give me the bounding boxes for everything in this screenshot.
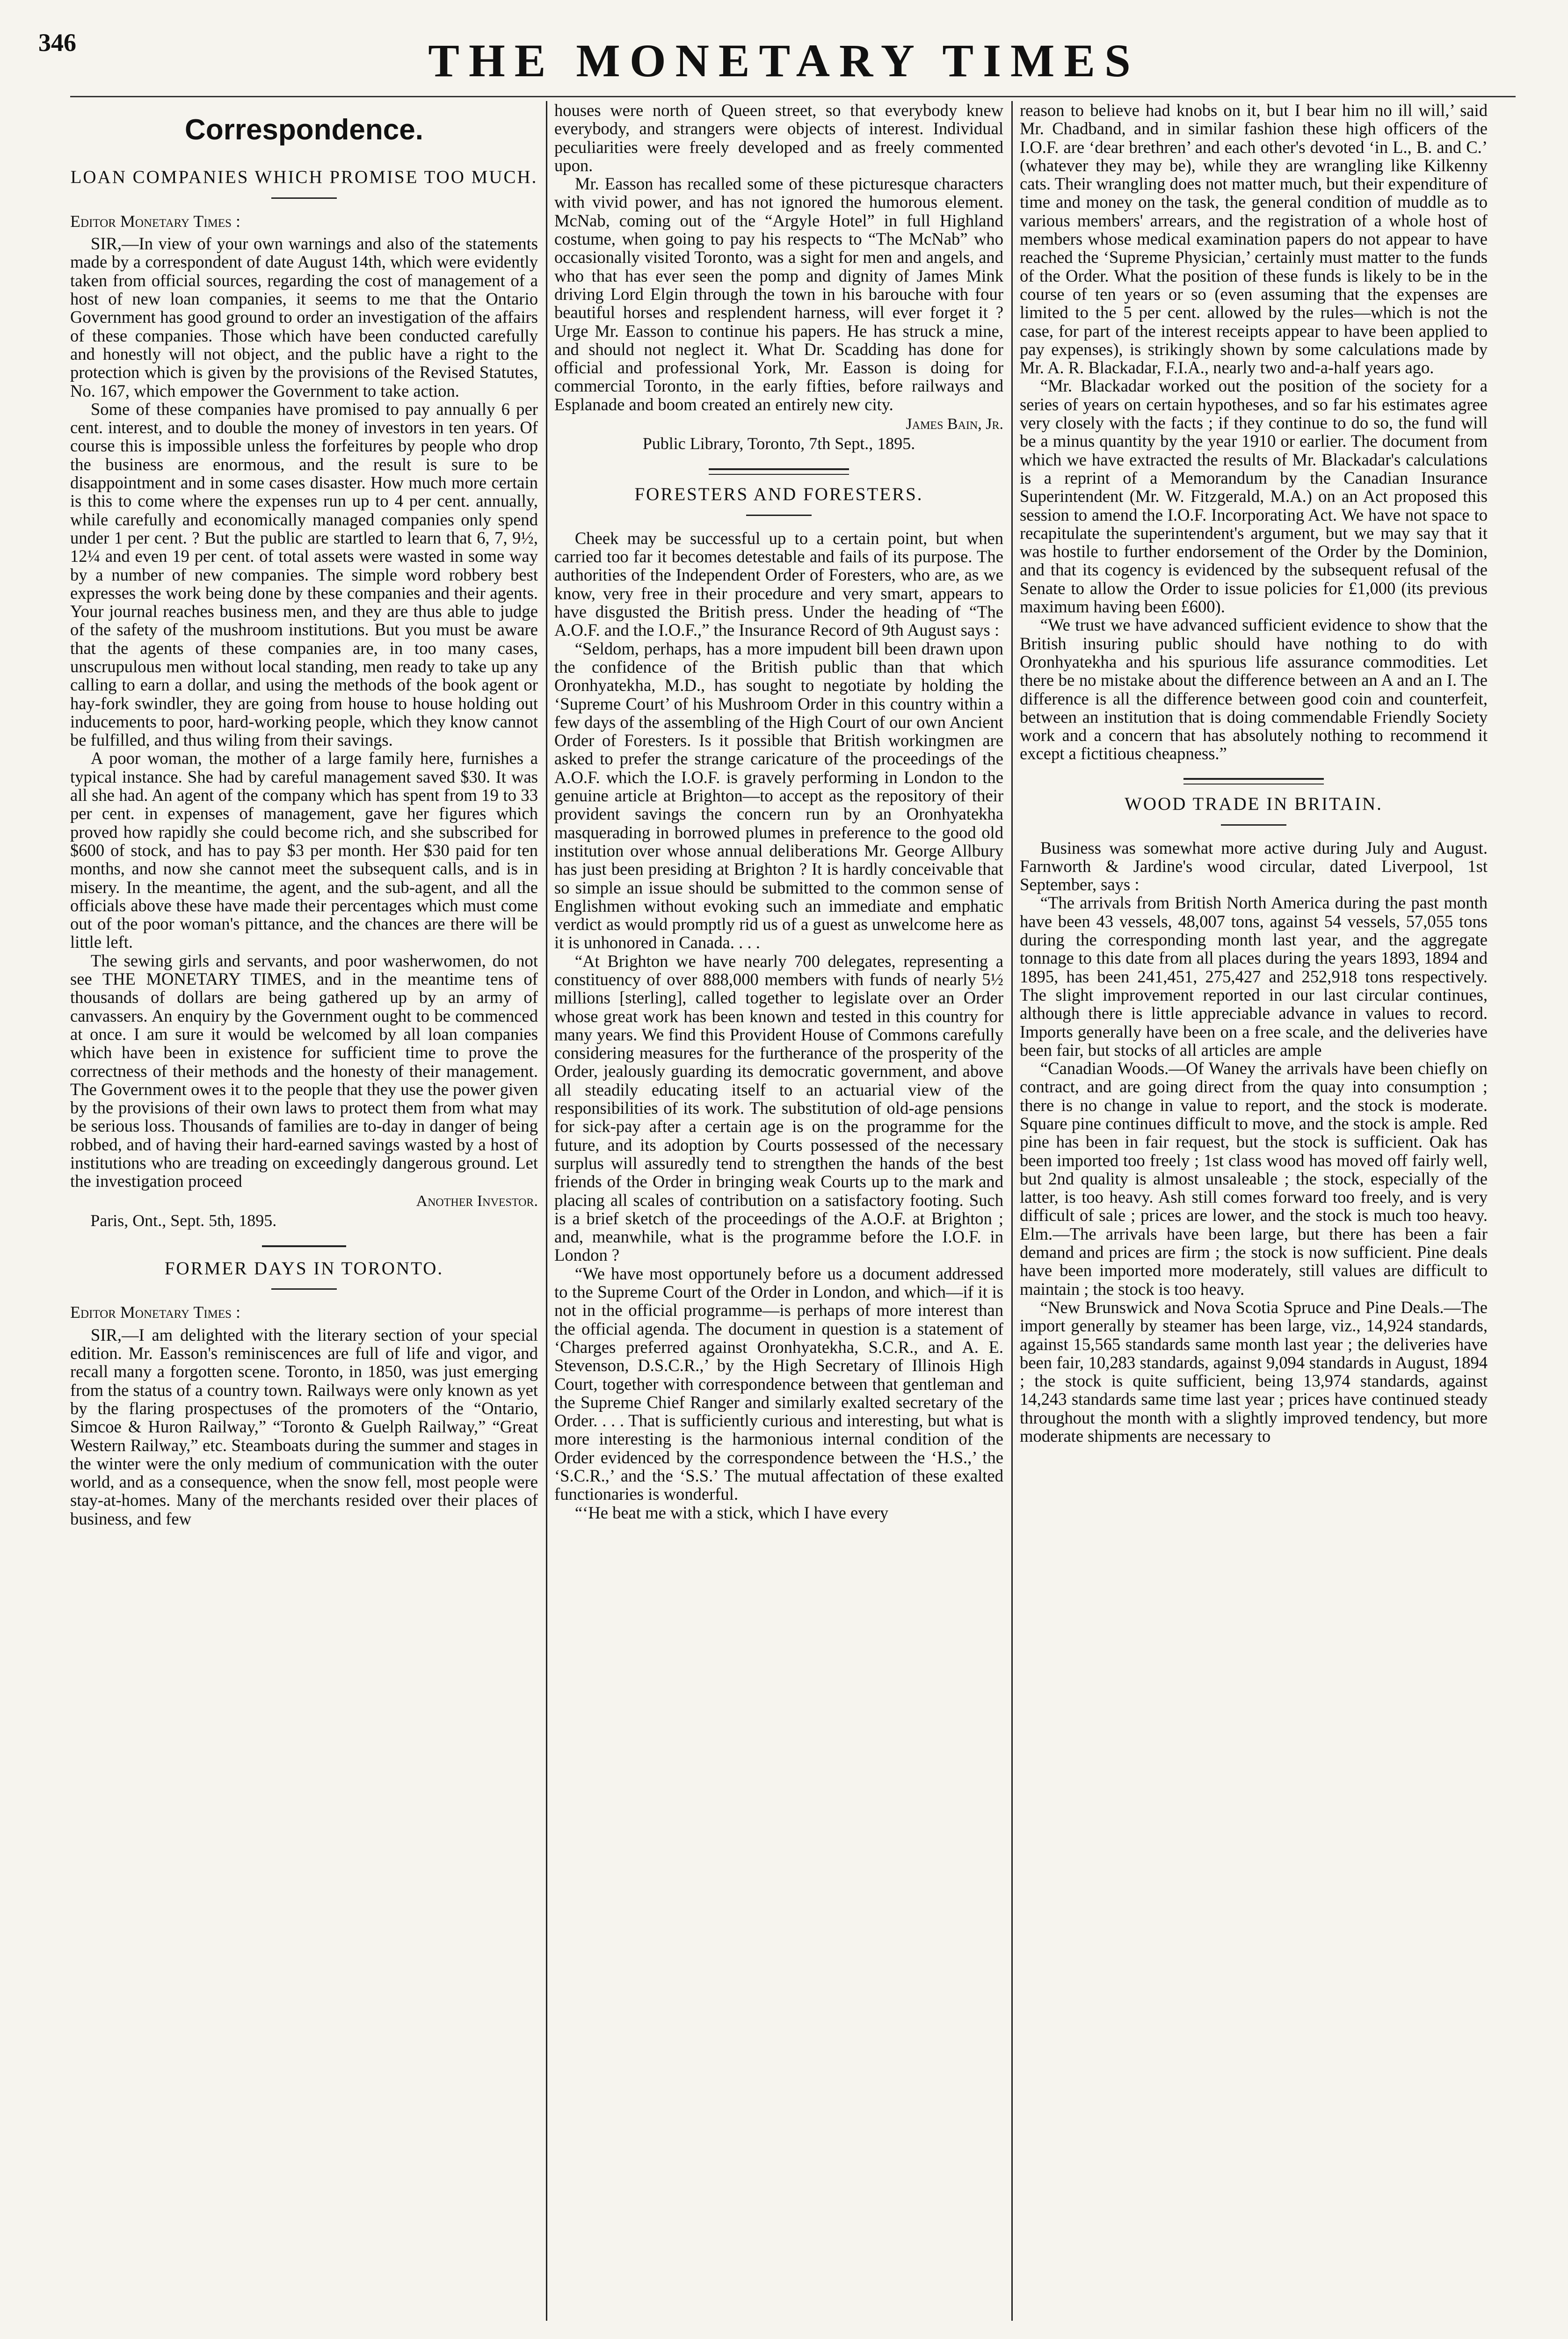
column-left xyxy=(70,101,538,2335)
column-rule xyxy=(1011,101,1013,2321)
place-date: Public Library, Toronto, 7th Sept., 1895. xyxy=(642,434,915,453)
paragraph: A poor woman, the mother of a large family here, furnishes a typical instance. She had by careful management saved $30. It was all she had. An agent of the company which has spent from 19 to 33 per cent. in expenses of management, gave her figures which proved how rapidly she could become rich, and she subscribed for $600 of stock, and has to pay $3 per month. Her $30 paid for ten months, and now she cannot meet the subsequent calls, and is in misery. In the meantime, the agent, and the sub-agent, and all the officials above these have made their percentages which must come out of the poor woman's pittance, and the chances are there will be little left. xyxy=(70,748,538,952)
paragraph: “We trust we have advanced sufficient evidence to show that the British insuring public should have nothing to do with Oronhyatekha and his spurious life assurance commodities. Let there be no mistake about the difference between an A and an I. The difference is all the difference between good coin and counterfeit, between an institution that is doing commendable Friendly Society work and a concern that has absolutely nothing to recommend it except a fictitious cheapness.” xyxy=(1020,615,1488,763)
paragraph: “‘He beat me with a stick, which I have every xyxy=(574,1503,889,1522)
article-separator xyxy=(262,1245,346,1249)
place-date: Paris, Ont., Sept. 5th, 1895. xyxy=(90,1211,277,1230)
article-title-loan-companies: LOAN COMPANIES WHICH PROMISE TOO MUCH. xyxy=(70,167,538,187)
column-right xyxy=(1020,101,1488,2335)
section-heading: Correspondence. xyxy=(185,114,423,146)
paragraph: “Mr. Blackadar worked out the position of the society for a series of years on certain hypotheses, and so far his estimates agree very closely with the facts ; if they continue to do so, the fund will be a minus quantity by the year 1910 or earlier. The document from which we have extracted the results of Mr. Blackadar's calculations is a reprint of a Memorandum by the Canadian Insurance Superintendent (Mr. W. Fitzgerald, M.A.) on an Act proposed this session to amend the I.O.F. Incorporating Act. We have not space to recapitulate the superintendent's argument, but we may say that it was hostile to further endorsement of the Order by the Dominion, and that its cogency is evidenced by the subsequent refusal of the Senate to allow the Order to issue policies for £1,000 (its previous maximum having been £600). xyxy=(1020,376,1488,617)
salutation: Editor Monetary Times : xyxy=(70,1303,241,1322)
paragraph: SIR,—In view of your own warnings and also of the statements made by a correspondent of date August 14th, which were evidently taken from official sources, regarding the cost of management of a host of new loan companies, it seems to me that the Ontario Government has good ground to order an investigation of the affairs of these companies. Those which have been conducted carefully and honestly will not object, and the public have a right to the protection which is given by the provisions of the Revised Statutes, No. 167, which empower the Government to take action. xyxy=(70,234,538,400)
title-rule xyxy=(271,197,337,199)
loan-letter-body xyxy=(70,234,538,1190)
paragraph: “Seldom, perhaps, has a more impudent bill been drawn upon the confidence of the British public than that which Oronhyatekha, M.D., has sought to negotiate by holding the ‘Supreme Court’ of his Mushroom Order in this country within a few days of the assembling of the High Court of our own Ancient Order of Foresters. Is it possible that British workingmen are asked to prefer the strange caricature of the proceedings of the A.O.F. which the I.O.F. is gravely performing in London to the genuine article at Brighton—to accept as the repository of their provident savings the concern run by an Oronhyatekha masquerading in borrowed plumes in preference to the good old institution over whose annual deliberations Mr. George Allbury has just been presiding at Brighton ? It is hardly conceivable that so simple an issue should be submitted to the common sense of Englishmen without evoking such an immediate and emphatic verdict as would promptly rid us of a guest as unwelcome here as it is unhonored in Canada. . . . xyxy=(554,639,1003,952)
title-rule xyxy=(746,515,812,516)
masthead-rule xyxy=(70,96,1516,97)
article-title-wood-trade: WOOD TRADE IN BRITAIN. xyxy=(1125,793,1383,814)
column-middle xyxy=(554,101,1003,2335)
paragraph: “At Brighton we have nearly 700 delegates, representing a constituency of over 888,000 members with funds of nearly 5½ millions [sterling], called together to legislate over an Order whose great work has been known and tested in this country for many years. We find this Provident House of Commons carefully considering measures for the furtherance of the prosperity of the Order, jealously guarding its democratic government, and above all steadily educating itself to an actuarial view of the responsibilities of its work. The substitution of old-age pensions for sick-pay after a certain age is on the programme for the future, and its adoption by Courts possessed of the necessary surplus will assuredly tend to strengthen the hands of the best friends of the Order in bringing weak Courts up to the mark and placing all scales of contribution on a satisfactory footing. Such is a brief sketch of the proceedings of the A.O.F. at Brighton ; and, meanwhile, what is the programme before the I.O.F. in London ? xyxy=(554,951,1003,1265)
article-separator xyxy=(709,468,849,475)
paragraph: The sewing girls and servants, and poor washerwomen, do not see THE MONETARY TIMES, and in the meantime tens of thousands of dollars are being gathered up by an army of canvassers. An enquiry by the Government ought to be commenced at once. I am sure it would be welcomed by all loan companies which have been in existence for sufficient time to prove the correctness of their methods and the honesty of their management. The Government owes it to the people that they use the power given by the provisions of their own laws to protect them from what may be serious loss. Thousands of families are to-day in danger of being robbed, and of having their hard-earned savings wasted by a host of institutions who are treading on exceedingly dangerous ground. Let the investigation proceed xyxy=(70,951,538,1191)
paragraph: “We have most opportunely before us a document addressed to the Supreme Court of the Order in London, and which—if it is not in the official programme—is perhaps of more interest than the official agenda. The document in question is a statement of ‘Charges preferred against Oronhyatekha, S.C.R., and A. E. Stevenson, D.S.C.R.,’ by the High Secretary of Illinois High Court, together with correspondence between that gentleman and the Supreme Chief Ranger and similarly exalted secretary of the Order. . . . That is sufficiently curious and interesting, but what is more interesting is the harmonious internal condition of the Order evidenced by the correspondence between the ‘H.S.,’ the ‘S.C.R.,’ and the ‘S.S.’ The mutual affectation of these exalted functionaries is wonderful. xyxy=(554,1264,1003,1504)
article-title-foresters: FORESTERS AND FORESTERS. xyxy=(634,484,923,505)
paragraph: “New Brunswick and Nova Scotia Spruce and Pine Deals.—The import generally by steamer has been large, viz., 14,924 standards, against 15,565 standards same month last year ; the deliveries have been fair, 10,283 standards, against 9,094 standards in August, 1894 ; the stock is quite sufficient, being 13,974 standards, against 14,243 standards same time last year ; prices have continued steady throughout the month with a slightly improved tendency, but more moderate shipments are necessary to xyxy=(1020,1297,1488,1446)
paragraph: Cheek may be successful up to a certain point, but when carried too far it becomes detestable and fails of its purpose. The authorities of the Independent Order of Foresters, who are, as we know, very free in their procedure and very smart, appears to have disgusted the British press. Under the heading of “The A.O.F. and the I.O.F.,” the Insurance Record of 9th August says : xyxy=(554,528,1003,640)
paragraph: Business was somewhat more active during July and August. Farnworth & Jardine's wood circular, dated Liverpool, 1st September, says : xyxy=(1020,838,1488,894)
page-number: 346 xyxy=(38,29,76,57)
paragraph: “Canadian Woods.—Of Waney the arrivals have been chiefly on contract, and are going direct from the quay into consumption ; there is no change in value to report, and the stock is moderate. Square pine continues difficult to move, and the stock is ample. Red pine has been in fair request, but the stock is sufficient. Oak has been imported too freely ; 1st class wood has moved off fairly well, but 2nd quality is almost unsaleable ; the stock, especially of the latter, is too heavy. Ash still comes forward too freely, and is very difficult of sale ; prices are lower, and the stock is much too heavy. Elm.—The arrivals have been large, but there has been a fair demand and prices are firm ; the stock is now sufficient. Pine deals have been imported more moderately, still values are difficult to maintain ; the stock is too heavy. xyxy=(1020,1059,1488,1299)
column-rule xyxy=(546,101,547,2321)
paragraph: SIR,—I am delighted with the literary section of your special edition. Mr. Easson's reminiscences are full of life and vigor, and recall many a forgotten scene. Toronto, in 1850, was just emerging from the status of a country town. Railways were only known as yet by the flaring prospectuses of the promoters of the “Ontario, Simcoe & Huron Railway,” “Toronto & Guelph Railway,” “Great Western Railway,” etc. Steamboats during the summer and stages in the winter were the only medium of communication with the outer world, and as a consequence, when the snow fell, most people were stay-at-homes. Many of the merchants resided over their places of business, and few xyxy=(70,1325,538,1528)
signature: Another Investor. xyxy=(416,1192,538,1210)
masthead: THE MONETARY TIMES xyxy=(428,35,1140,87)
article-title-former-days: FORMER DAYS IN TORONTO. xyxy=(164,1258,444,1278)
signature: James Bain, Jr. xyxy=(906,415,1003,433)
title-rule xyxy=(271,1288,337,1290)
title-rule xyxy=(1221,824,1286,826)
salutation: Editor Monetary Times : xyxy=(70,211,241,231)
paragraph: houses were north of Queen street, so that everybody knew everybody, and strangers were objects of interest. Individual peculiarities were freely developed and as freely commented upon. xyxy=(554,101,1003,175)
paragraph: reason to believe had knobs on it, but I bear him no ill will,’ said Mr. Chadband, and in similar fashion these high officers of the I.O.F. are ‘dear brethren’ and each other's devoted ‘in L., B. and C.’ (whatever they may be), while they are wrangling like Kilkenny cats. Their wrangling does not matter much, but their expenditure of time and money on the task, the general condition of muddle as to various members' arrears, and the registration of a whole host of members whose medical examination papers do not appear to have reached the ‘Supreme Physician,’ certainly must matter to the funds of the Order. What the position of these funds is likely to be in the course of ten years or so (even assuming that the expenses are limited to the 5 per cent. allowed by the rules—which is not the case, for part of the interest receipts appear to have been applied to pay expenses), is strikingly shown by some calculations made by Mr. A. R. Blackadar, F.I.A., nearly two and-a-half years ago. xyxy=(1020,101,1488,378)
paragraph: Some of these companies have promised to pay annually 6 per cent. interest, and to double the money of investors in ten years. Of course this is impossible unless the forfeitures by people who drop the business are enormous, and the result is sure to be disappointment and in some cases disaster. How much more certain is this to come where the expenses run up to 4 per cent. annually, while carefully and economically managed companies only spend under 1 per cent. ? But the public are startled to learn that 6, 7, 9½, 12¼ and even 19 per cent. of total assets were wasted in some way by a number of new companies. The simple word robbery best expresses the work being done by these companies and their agents. Your journal reaches business men, and they are thus able to judge of the safety of the mushroom institutions. But you must be aware that the agents of these companies are, in too many cases, unscrupulous men without local standing, men ready to take up any calling to earn a dollar, and using the methods of the book agent or hay-fork swindler, they are going from house to house holding out inducements to poor, hard-working people, which they know cannot be fulfilled, and thus wiling from their savings. xyxy=(70,399,538,750)
paragraph: “The arrivals from British North America during the past month have been 43 vessels, 48,007 tons, against 54 vessels, 57,055 tons during the corresponding month last year, and the aggregate tonnage to this date from all places during the years 1893, 1894 and 1895, has been 241,451, 275,427 and 252,918 tons respectively. The slight improvement reported in our last circular continues, although there is little appreciable advance in values to record. Imports generally have been on a free scale, and the deliveries have been fair, but stocks of all articles are ample xyxy=(1020,893,1488,1060)
paragraph: Mr. Easson has recalled some of these picturesque characters with vivid power, and has not ignored the humorous element. McNab, coming out of the “Argyle Hotel” in full Highland costume, when going to pay his respects to “The McNab” who occasionally visited Toronto, was a sight for men and angels, and who that has ever seen the pomp and dignity of James Mink driving Lord Elgin through the town in his barouche with four beautiful horses and resplendent harness, will ever forget it ? Urge Mr. Easson to continue his papers. He has struck a mine, and should not neglect it. What Dr. Scadding has done for official and professional York, Mr. Easson is doing for commercial Toronto, in the early fifties, before railways and Esplanade and boom created an entirely new city. xyxy=(554,174,1003,414)
article-separator xyxy=(1183,778,1324,785)
